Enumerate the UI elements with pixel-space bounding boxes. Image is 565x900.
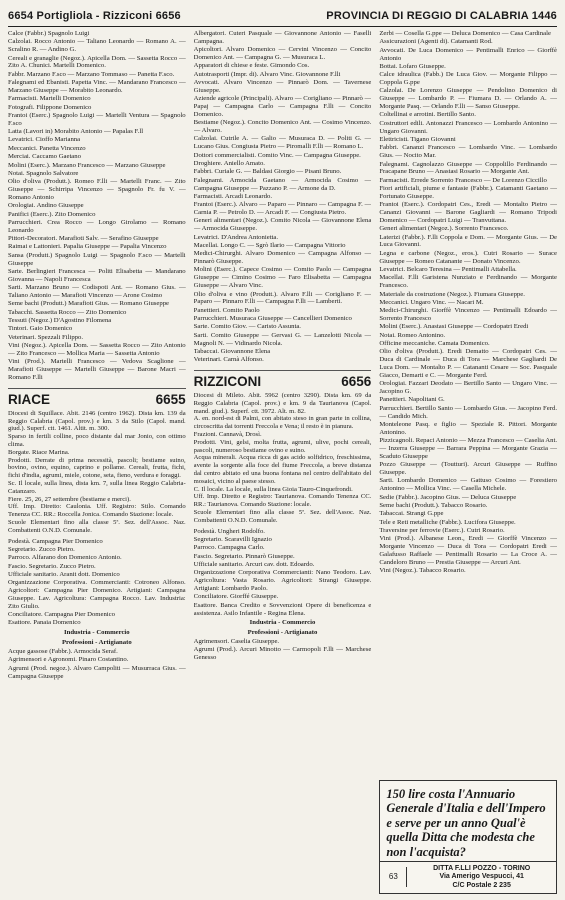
section-code: 6656	[341, 374, 372, 390]
official-entry: Ufficiale sanitario. Aranit dott. Domenico	[8, 570, 120, 578]
description-paragraph: Scuole Elementari fino alla classe 5ª. Sez. dell'Assoc. Naz. Combattenti O.N.D. Comunale.	[193, 509, 372, 524]
listing-entry: Bottai. Lofaro Giuseppe.	[379, 62, 446, 70]
section-title-riace	[8, 388, 186, 408]
listing-entry: Monteleone Pasq. e figlio — Speziale R. Pittori. Morgante Antonino.	[379, 421, 557, 436]
listing-entry: Cereali e granaglie (Negoz.). Apicella Dom. — Sassetta Rocco — Zito A. Chunici. Martelli Domenico.	[8, 54, 186, 70]
listing-entry: Panifici (Eserc.). Zito Domenico	[8, 210, 96, 218]
column-3	[379, 30, 557, 894]
description-paragraph: Uff. Imp. Diretto: Caulonia. Uff. Registro: Stilo. Comando Tenenza CC. RR.: Roccella Jonica. Comando Stazione: locale.	[8, 503, 186, 519]
description-paragraph: Fiere. 25, 26, 27 settembre (bestiame e merci).	[8, 495, 131, 503]
listing-entry: Parrucchieri. Musuraca Giuseppe — Cancellieri Domenico	[193, 315, 352, 323]
official-entry: Esattore. Banca Credito e Sovvenzioni Opere di beneficenza e assistenza. Asilo Infantile - Regina Elena.	[193, 601, 372, 617]
listing-entry: Autotrasporti (Impr. di). Alvaro Vinc. Giovannone F.lli	[193, 70, 341, 78]
listing-entry: Farmacisti. Arcadi Leonardo.	[193, 192, 273, 200]
listing-entry: Sedie (Fabbr.). Jacopino Gius. — Deluca Giuseppe	[379, 493, 517, 501]
listing-entry: Fabbri. Cananzi Francesco — Lombardo Vinc. — Lombardo Gius. — Nocito Mar.	[379, 144, 557, 160]
description-paragraph: C. Il locale. La locale, sulla linea Gioia Tauro-Cinquefrondi.	[193, 485, 353, 493]
listing-entry: Sarti. Marzano Bruno — Codispoti Ant. — Romano Gius. — Taliano Antonio — Marafioti Vincenzo — Arone Cosimo	[8, 284, 186, 299]
listing-entry: Vini (Prod.). Albanese Leon., Eredi — Giorffè Vincenzo — Morgante Vincenzo — Duca di Tora — Cordopatri Eredi — Galafusso Raffaele — Pentimalli Rosario — La Croce A. — Candeloro Bruno — Prestia Giuseppe — Arcuri Ant.	[379, 535, 557, 566]
description-paragraph: Uff. Imp. Diretto e Registro: Taurianova. Comando Tenenza CC. RR.: Taurianova. Comando Stazione: locale.	[193, 493, 372, 509]
listing-entry: Apicoltori. Alvaro Domenico — Cervini Vincenzo — Concito Domenico Ant. — Campagna G. — Musuraca L.	[193, 46, 372, 62]
listing-entry: Macellai. Longo C. — Sgrò Ilario — Campagna Vittorio	[193, 241, 346, 249]
listing-entry: Olio d'oliva e vino (Produtt.). Alvaro F.lli — Corigliano F. — Paparo — Pinnaro F.lli — Campagna F.lli — Lamberti.	[193, 290, 372, 306]
ad-company: DITTA F.LLI POZZO - TORINO	[433, 864, 531, 872]
section-name: RIACE	[8, 391, 51, 407]
listing-entry: Tabacchi. Sassetta Rocco — Zito Domenico	[8, 308, 127, 316]
column-2	[194, 30, 372, 894]
listing-entry: Bestiame (Negoz.). Concito Domenico Ant. — Cosimo Vincenzo. — Alvaro.	[193, 119, 372, 135]
rizziconi-tail	[194, 638, 372, 662]
listing-entry: Sarti. Comito Giuseppe — Gervasi G. — Lanzelotti Nicola — Magnoli N. — Vidinardo Nicola.	[193, 331, 372, 347]
listing-entry: Panettieri. Napolitani G.	[379, 396, 445, 404]
description-paragraph: Sparso in fertili colline, poco distante dal mar Jonio, con ottimo clima.	[8, 433, 186, 448]
listing-entry: Medici-Chirurghi. Alvaro Domenico — Campagna Alfonso — Pinnarò Giuseppe.	[193, 250, 372, 266]
ad-company-info	[407, 862, 556, 893]
listing-entry: Vini (Prod.). Martelli Francesco — Vedova Scaglione — Marafioti Giuseppe — Martelli Giuseppe — Barone Macri — Romano F.lli	[8, 358, 186, 381]
listing-entry: Pizzicagnoli. Repaci Antonio — Mezza Francesco — Caselia Ant. — Inzerra Giuseppe — Barrara Peppina — Morgante Grazia — Scaduto Giuseppe	[379, 437, 557, 460]
section-name: RIZZICONI	[193, 374, 262, 390]
description-paragraph: Scuole Elementari fino alla classe 5ª. Sez. dell'Assoc. Naz. Combattenti O.N.D. Comunale.	[8, 518, 186, 534]
advertisement-box	[379, 780, 557, 894]
listing-entry: Vini (Negoz.). Apicella Dom. — Sassetta Rocco — Zito Antonio — Zito Francesco — Mollica Maria — Sassetta Antonio	[8, 342, 186, 357]
header-left: 6654 Portigliola - Rizziconi 6656	[8, 10, 181, 22]
riace-heading-2: Professioni - Artigianato	[61, 639, 132, 647]
official-entry: Conciliatore. Giorffé Giuseppe.	[193, 593, 279, 601]
official-entry: Podestà. Ungheri Rodolfo.	[193, 527, 265, 535]
listing-entry: Levatrici. Cioffo Marianna	[8, 136, 81, 144]
listing-entry: Agrumi (Prod. negoz.). Alvaro Campoliti — Musurraca Gius. — Campagna Giuseppe	[8, 664, 186, 680]
listing-entry: Calzolai. Cutrile A. — Galio — Musuraca D. — Politi G. — Lucano Gius. Congiusta Pietro — Piromalli F.lli — Romano L.	[193, 135, 372, 151]
listing-entry: Traversine per ferrovie (Eserc.). Cutri Rosario.	[379, 526, 505, 534]
listing-entry: Costruttori edili. Antonazzi Francesco — Lombardo Antonino — Ungaro Giovanni.	[379, 119, 557, 135]
page-header	[8, 6, 557, 27]
listing-entry: Aziende agricole (Principali). Alvaro — Corigliano — Pinnarò — Papaj — Campagna Carlo — Campagna F.lli — Concito Domenico.	[193, 95, 372, 118]
listing-entry: Molini (Eserc.). Capece Cosimo — Comito Paolo — Campagna Giuseppe — Cimino Cosimo — Faro Elisabetta — Campagna Giuseppe — Alvaro Vinc.	[193, 266, 372, 290]
listing-entry: Albergatori. Cuteri Pasquale — Giovannone Antonio — Faselli Campagna.	[193, 30, 372, 45]
riace-tail	[8, 648, 186, 680]
listing-entry: Fotografi. Filippone Domenico	[8, 103, 92, 111]
listing-entry: Dottori commercialisti. Comito Vinc. — Campagna Giuseppe.	[193, 151, 361, 159]
listing-entry: Tessuti (Negoz.) D'Agostino Filomena	[8, 317, 112, 325]
header-right: PROVINCIA DI REGGIO DI CALABRIA 1446	[326, 10, 557, 22]
official-entry: Fascio. Segretario. Pinnarò Giuseppe.	[193, 552, 295, 560]
listing-entry: Fiori artificiali, piume e fantasie (Fabbr.). Catamanti Gaetano — Fortunato Giuseppe.	[379, 185, 557, 200]
listing-entry: Panettieri. Comito Paolo	[193, 306, 260, 314]
rizziconi-entries	[194, 528, 372, 618]
listing-entry: Tabaccai. Strangi G.ppe	[379, 510, 444, 518]
listing-entry: Latta (Lavori in) Morabito Antonio — Papalas F.ll	[8, 128, 144, 136]
description-paragraph: Diocesi di Squillace. Abit. 2146 (centro 1962). Dista km. 139 da Reggio Calabria (Capol. prov.) e km. 3 da Stilo (Capol. mand. giud.). Superf. ctt. 1461. Altit. m. 300.	[8, 409, 186, 433]
description-paragraph: Prodotti. Vini, gelsi, molta frutta, agrumi, ulive, pochi cereali, pascoli, numeroso bestiame ovino e suino.	[193, 438, 372, 454]
description-paragraph: Frazioni. Cannavà, Drosì.	[193, 431, 262, 439]
listing-entry: Notai. Romeo Antonino.	[379, 331, 446, 339]
rizziconi-description	[194, 392, 372, 525]
listing-entry: Notai. Spagnolo Salvatore	[8, 169, 79, 177]
listing-entry: Droghiere. Aniello Amato.	[193, 160, 265, 167]
listing-entry: Avvocati. De Luca Domenico — Pentimalli Enrico — Giorffè Antonio	[379, 46, 557, 62]
listing-entry: Seme bachi (Produtt.) Marafioti Gius. — Romano Giuseppe	[8, 300, 170, 308]
listing-entry: Sansa (Produtt.) Spagnolo Luigi — Spagnolo F.sco — Martelli Giuseppe	[8, 251, 186, 267]
description-paragraph: Acqua minerali. Acqua ricca di gas acido solfidrico, freschissima, avente la sorgente alla foce del fiume Freccola, a breve distanza dal centro abitato ed una buona fontana nel centro dell'abitato del mosaici, vicino al paese stesso.	[193, 454, 372, 485]
listing-entry: Olio d'oliva (Produtt.). Eredi Dematto — Cordopatri Ces. — Duca di Cardinale — Duca di Tora — Marchese Gagliardi De Luca Dom. — Montalto P. — Catananti Cesare — Soc. Pasquale Giacco, Demarti e C. — Morgante Ferd.	[379, 348, 557, 379]
listing-entry: Coltellinai e arrotini. Bertillo Santo.	[379, 111, 476, 119]
listing-entry: Orologiai. Fazzari Deodato — Bertillo Santo — Ungaro Vinc. — Jacopino G.	[379, 380, 557, 396]
ad-address: Via Amerigo Vespucci, 41	[439, 873, 524, 881]
rizziconi-heading-2: Professioni - Artigianato	[247, 629, 318, 637]
official-entry: Organizzazione Corporativa Commercianti: Nano Teodoro. Lav. Agricoltura: Vasta Rosario. Agricoltori: Strangi Giuseppe. Artigiani: Lombardo Paolo.	[193, 569, 372, 593]
listing-entry: Sarte. Berlingieri Francesca — Politi Elisabetta — Mandarano Giovanna — Napoli Francesca	[8, 267, 186, 283]
official-entry: Esattore. Panaia Domenico	[8, 619, 81, 627]
listing-entry: Pittori-Decoratori. Marafioti Salv. — Serafino Giuseppe	[8, 235, 159, 243]
listing-entry: Pozzo Giuseppe — (Toutturi). Arcuri Giuseppe — Ruffino Giuseppe.	[379, 461, 557, 477]
listing-entry: Tabaccai. Giovannone Elena	[193, 347, 271, 355]
listing-entry: Macellai. F.lli Garistena Nunziato e Ferdinando — Morgante Francesco.	[379, 274, 557, 290]
listing-entry: Frantoi (Eserc.). Alvaro — Paparo — Pinnaro — Campagna F. — Carnia P. — Petrolo D. — Arcadi F. — Congiusta Pietro.	[193, 201, 372, 217]
listing-entry: Veterinari. Carnà Alfonso.	[193, 356, 264, 364]
listing-entry: Raimai e Lattonieri. Papalia Giuseppe — Papalia Vincenzo	[8, 243, 167, 251]
official-entry: Segretario. Zucco Pietro.	[8, 545, 75, 553]
listing-entry: Meccanici. Ungaro Vinc. — Nacari M.	[379, 298, 484, 306]
description-paragraph: Borgate. Riace Marina.	[8, 448, 70, 456]
listing-entry: Elettricisti. Tigano Giovanni	[379, 135, 456, 143]
official-entry: Parroco. Alfarano don Domenico Antonio.	[8, 554, 122, 562]
listing-entry: Sarte. Comito Giov. — Caristo Assunta.	[193, 323, 301, 331]
official-entry: Podestà. Campagna Pier Domenico	[8, 537, 103, 545]
listing-entry: Calce idraulica (Fabb.) De Luca Giov. — Morgante Filippo — Coppola G.ppe	[379, 71, 557, 87]
rizziconi-listings	[379, 30, 557, 575]
column-1	[8, 30, 186, 894]
listing-entry: Avvocati. Alvaro Vincenzo — Pinnarò Dom. — Tavernese Giuseppe.	[193, 79, 372, 94]
listing-entry: Vini (Negoz.). Tabacco Rosario.	[379, 567, 466, 575]
ad-footer	[380, 861, 556, 893]
listing-entry: Frantoi (Eserc.). Cordopatri Ces., Eredi — Montalto Pietro — Cananzi Giovanni — Barone Gagliardi — Romano Tripodi Domenico — Cordopatri Luigi — Tranvuttana.	[379, 201, 557, 224]
description-paragraph: Prodotti. Derrate di prima necessità, pascoli; bestiame suino, bovino, ovino, equino, caprino e pollame. Cereali, frutta, fichi, fichi d'india, agrumi, miele, cotone, seta, fieno, verdura e foraggi.	[8, 456, 186, 480]
listing-entry: Apparatori di chiese e feste. Gimondo Cos.	[193, 62, 310, 70]
listing-entry: Agrimensori. Caselia Giuseppe.	[193, 638, 280, 646]
official-entry: Segretario. Scaravilli Ignazio	[193, 535, 272, 543]
listing-entry: Levatrici. D'Andrea Antonietta.	[193, 233, 279, 241]
listing-entry: Meccanici. Panetta Vincenzo	[8, 144, 86, 152]
riace-description	[8, 410, 186, 535]
listing-entry: Parrucchieri. Bertillo Santo — Lombardo Gius. — Jacopino Ferd. — Candido Mich.	[379, 404, 557, 420]
listing-entry: Calzolai. De Lorenzo Giuseppe — Pendolino Domenico di Giuseppe — Lombardo P. — Fiumara D. — Orlando A. — Morgante Pasq. — Orlando F.lli — Sanso Giuseppe.	[379, 87, 557, 111]
listing-entry: Falegnami. Cagnolazzo Giuseppe — Coppolillo Ferdinando — Fracapane Bruno — Anastasi Rosario — Morgante Ant.	[379, 160, 557, 176]
listing-entry: Legna e carbone (Negoz., eros.). Cutri Rosario — Surace Giuseppe — Romeo Catanante — Donato Vincenzo.	[379, 249, 557, 265]
rizziconi-heading-1: Industria - Commercio	[249, 619, 316, 627]
listing-entry: Calzolai. Rocco Antonio — Taliano Leonardo — Romano A. — Scralino R. — Andino G.	[8, 38, 186, 54]
ad-ccp: C/C Postale 2 235	[452, 881, 511, 889]
listing-entry: Frantoi (Eserc.) Spagnolo Luigi — Martelli Ventura — Spagnolo F.sco	[8, 111, 186, 127]
listing-entry: Farmacisti. Errede Sorrento Francesco — De Lorenzo Ciccillo	[379, 176, 547, 184]
portigliola-listings	[8, 30, 186, 382]
listing-entry: Parrucchieri. Crea Rocco — Longo Girolamo — Romano Leonardo	[8, 218, 186, 234]
riace-entries	[8, 538, 186, 628]
official-entry: Conciliatore. Campagna Pier Domenico	[8, 611, 115, 619]
listing-entry: Molini (Eserc.). Marzano Francesco — Marzano Giuseppe	[8, 161, 166, 169]
listing-entry: Falegnami ed Ebanisti. Papetta Vinc. — Mandarano Francesco — Marzano Giuseppe — Morabito Leonardo.	[8, 79, 186, 94]
page-number: 63	[380, 867, 407, 887]
listing-entry: Merciai. Caccamo Gaetano	[8, 153, 81, 161]
listing-entry: Zerbi — Cosella G.ppe — Deluca Domenico — Casa Cardinale	[379, 30, 551, 37]
ad-text: 150 lire costa l'Annuario Generale d'Italia e dell'Impero e serve per un anno Qual'è quella Ditta che modesta che non l'acquista?	[386, 787, 546, 859]
description-paragraph: Diocesi di Mileto. Abit. 5962 (centro 3290). Dista km. 69 da Reggio Calabria (Capol. prov.) e km. 9 da Taurianova (Capol. mand. giud.). Superf. ctt. 3972. Alt. m. 82.	[193, 392, 372, 415]
listing-entry: Assicurazioni (Agenti di). Catamanti Rod.	[379, 38, 493, 46]
listing-entry: Acque gassose (Fabbr.). Armocida Seraf.	[8, 648, 118, 655]
listing-entry: Fabbri. Curiale G. — Baldasi Giorgio — Pisani Bruno.	[193, 168, 342, 176]
listing-entry: Medici-Chirurghi. Giorffè Vincenzo — Pentimalli Edoardo — Sorrento Francesco	[379, 307, 557, 323]
description-paragraph: A. en. nord-est di Palmi, con abitato steso in gran parte in collina, circoscritta dai torrenti Freccola e Vena; il resto è in pianura.	[193, 415, 372, 431]
official-entry: Fascio. Segretario. Zucco Pietro.	[8, 562, 96, 570]
listing-entry: Falegnami. Armocida Gaetano — Armocida Cosimo — Campagna Giuseppe — Pazzano P. — Armone da D.	[193, 176, 372, 192]
listing-entry: Agrimensori e Agronomi. Pinaro Costantino.	[8, 656, 129, 664]
listing-entry: Olio d'oliva (Produtt.). Romeo F.lli — Martelli Franc. — Zito Giuseppe — Schirripa Vincenzo — Spagnolo Fr. fu V. — Romano Antonio	[8, 178, 186, 201]
listing-entry: Molini (Eserc.). Anastasi Giuseppe — Cordopatri Eredi	[379, 323, 529, 331]
listing-entry: Officine meccaniche. Camata Domenico.	[379, 340, 490, 348]
listing-entry: Seme bachi (Produtt.). Tabacco Rosario.	[379, 501, 488, 509]
section-code: 6655	[155, 391, 186, 407]
section-title-rizziconi	[194, 370, 372, 390]
listing-entry: Generi alimentari (Negoz.). Comito Nicola — Giovannone Elena — Armocida Giuseppe.	[193, 217, 372, 233]
riace-heading-1: Industria - Commercio	[64, 629, 130, 637]
listing-entry: Farmacisti. Martelli Domenico	[8, 95, 91, 103]
listing-entry: Tele e Reti metalliche (Fabbr.). Lucifora Giuseppe.	[379, 518, 516, 526]
listing-entry: Generi alimentari (Negoz.). Sorrento Francesco.	[379, 225, 509, 233]
listing-entry: Tintori. Gaio Domenico	[8, 325, 73, 333]
listing-entry: Sarti. Lombardo Domenico — Gattuso Cosimo — Forestiero Antonino — Mollica Vinc. — Casella Michele.	[379, 477, 557, 493]
listing-entry: Calce (Fabbr.) Spagnolo Luigi	[8, 30, 90, 37]
official-entry: Ufficiale sanitario. Arcuri cav. dott. Edoardo.	[193, 561, 315, 569]
columns	[8, 30, 557, 894]
listing-entry: Fabbr. Marzano F.sco — Marzano Tommaso — Panetta F.sco.	[8, 70, 175, 78]
listing-entry: Orologiai. Andino Giuseppe	[8, 202, 84, 210]
official-entry: Organizzazione Corporativa. Commercianti: Cotroneo Alfonso. Agricoltori: Campagna Pier Domenico. Artigiani: Campagna Giuseppe. Lav. Agricoltura: Campagna Rocco. Lav. Industria: Zito Giulio.	[8, 579, 186, 610]
description-paragraph: Sc. Il locale, sulla linea, dista km. 7, sulla linea Reggio Calabria-Catanzaro.	[8, 479, 186, 495]
listing-entry: Materiale da costruzione (Negoz.). Fiumara Giuseppe.	[379, 290, 525, 298]
official-entry: Parroco. Campagna Carlo.	[193, 544, 265, 552]
listing-entry: Veterinari. Spezzali Filippo.	[8, 333, 84, 341]
listing-entry: Laterizi (Fabbr.). F.lli Coppola e Dom. — Morgante Gius. — De Luca Giovanni.	[379, 233, 557, 249]
rizziconi-top-listings	[194, 30, 372, 364]
listing-entry: Levatrici. Belcaro Teresina — Pentimalli Attabella.	[379, 265, 517, 273]
listing-entry: Agrumi (Prod.). Arcuri Minotto — Carmopoli F.lli — Marchese Genesso	[193, 646, 372, 662]
